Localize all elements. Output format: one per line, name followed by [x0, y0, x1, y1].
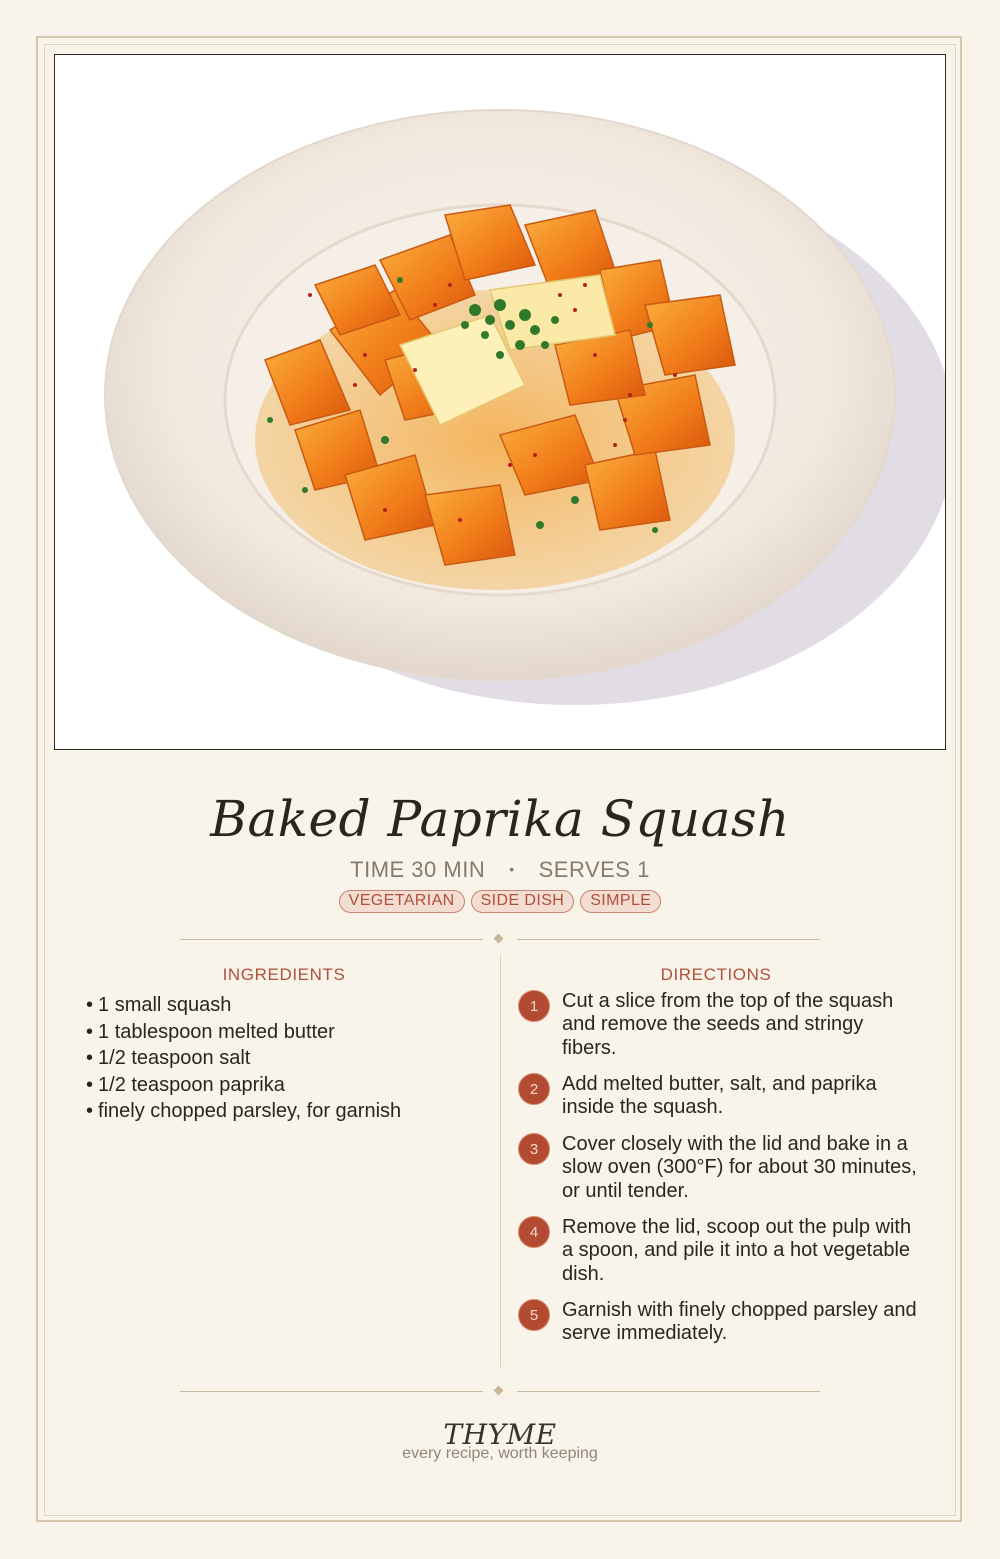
ingredient-item: • finely chopped parsley, for garnish: [86, 1098, 401, 1125]
ingredient-item: • 1 small squash: [86, 992, 401, 1019]
brand-tagline: every recipe, worth keeping: [402, 1445, 598, 1462]
step-number-badge: 4: [518, 1216, 550, 1248]
step-text: Cut a slice from the top of the squash and remove the seeds and stringy fibers.: [562, 990, 894, 1059]
ingredients-list: [86, 992, 401, 1125]
recipe-meta: [0, 857, 1000, 883]
top-divider: [180, 932, 820, 946]
step-text: Cover closely with the lid and bake in a slow oven (300°F) for about 30 minutes, or until tender.: [562, 1133, 917, 1202]
step-text: Remove the lid, scoop out the pulp with a spoon, and pile it into a hot vegetable dish.: [562, 1216, 912, 1285]
recipe-photo: [54, 54, 946, 750]
step-number-badge: 2: [518, 1073, 550, 1105]
tag-side-dish: SIDE DISH: [471, 890, 575, 913]
brand-name: THYME: [443, 1418, 557, 1451]
column-separator: [500, 955, 501, 1367]
step-number-badge: 1: [518, 990, 550, 1022]
ingredient-item: • 1/2 teaspoon salt: [86, 1045, 401, 1072]
tag-list: [0, 890, 1000, 913]
diamond-ornament-icon: [494, 1386, 504, 1396]
recipe-title: Baked Paprika Squash: [210, 790, 790, 848]
meta-separator: •: [509, 861, 515, 878]
ingredients-heading: INGREDIENTS: [222, 965, 346, 984]
ingredient-item: • 1/2 teaspoon paprika: [86, 1072, 401, 1099]
bottom-divider: [180, 1384, 820, 1398]
step-number-badge: 3: [518, 1133, 550, 1165]
diamond-ornament-icon: [494, 934, 504, 944]
tag-vegetarian: VEGETARIAN: [339, 890, 465, 913]
servings: SERVES 1: [538, 857, 650, 882]
step-text: Add melted butter, salt, and paprika inside the squash.: [562, 1073, 877, 1119]
directions-heading: DIRECTIONS: [660, 965, 772, 984]
step-number-badge: 5: [518, 1299, 550, 1331]
cook-time: TIME 30 MIN: [350, 857, 486, 882]
plate-illustration: [55, 55, 945, 749]
step-text: Garnish with finely chopped parsley and serve immediately.: [562, 1299, 917, 1345]
ingredient-item: • 1 tablespoon melted butter: [86, 1019, 401, 1046]
tag-simple: SIMPLE: [580, 890, 661, 913]
